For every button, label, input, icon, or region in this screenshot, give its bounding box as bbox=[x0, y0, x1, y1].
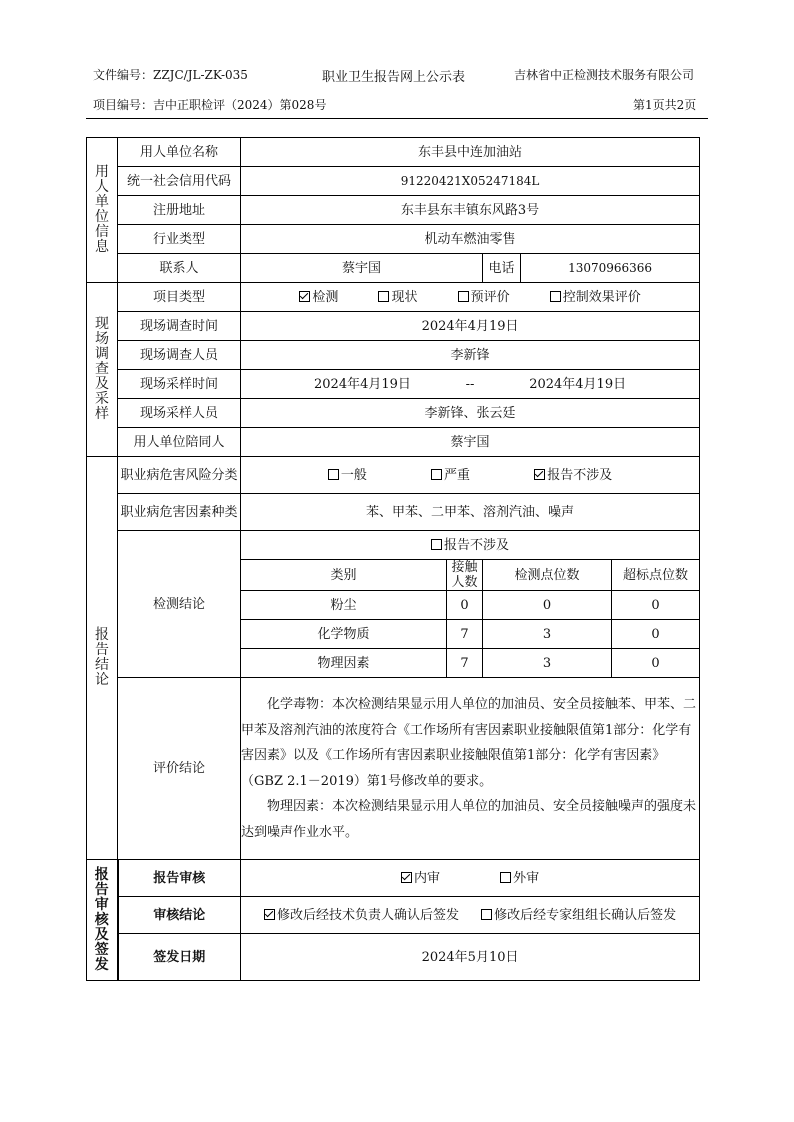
option-pre-eval[interactable] bbox=[458, 290, 510, 305]
option-internal-audit[interactable] bbox=[401, 871, 440, 886]
option-expert-lead-sign[interactable] bbox=[481, 908, 676, 923]
risk-class-options bbox=[241, 457, 700, 494]
cell-exposed: 7 bbox=[447, 649, 483, 678]
phone: 13070966366 bbox=[521, 254, 700, 283]
accompany: 蔡宇国 bbox=[241, 428, 700, 457]
option-label: 现状 bbox=[391, 289, 418, 305]
column-header: 接触人数 bbox=[447, 560, 483, 591]
hazard-factors: 苯、甲苯、二甲苯、溶剂汽油、噪声 bbox=[241, 494, 700, 531]
label-survey-time: 现场调查时间 bbox=[118, 312, 241, 341]
label-employer-name: 用人单位名称 bbox=[118, 138, 241, 167]
option-serious[interactable] bbox=[431, 468, 470, 483]
document-title: 职业卫生报告网上公示表 bbox=[322, 70, 466, 85]
audit-options bbox=[241, 860, 700, 897]
column-header: 超标点位数 bbox=[612, 560, 700, 591]
cell-exceed: 0 bbox=[612, 591, 700, 620]
option-control-eval[interactable] bbox=[550, 290, 641, 305]
option-label: 预评价 bbox=[470, 289, 510, 305]
evaluation-text bbox=[241, 678, 700, 860]
label-issue-date: 签发日期 bbox=[118, 934, 241, 981]
evaluation-chemical: 化学毒物：本次检测结果显示用人单位的加油员、安全员接触苯、甲苯、二甲苯及溶剂汽油的浓度符合《工作场所有害因素职业接触限值第1部分：化学有害因素》以及《工作场所有害因素职业接触限值第1部分：化学有害因素》（GBZ 2.1－2019）第1号修改单的要求。 bbox=[241, 697, 697, 789]
section-review: 报 告 审 核 及 签 发 bbox=[87, 860, 118, 981]
checkbox-icon bbox=[534, 469, 545, 480]
option-label: 内审 bbox=[413, 870, 440, 886]
label-evaluation: 评价结论 bbox=[118, 678, 241, 860]
option-label: 控制效果评价 bbox=[562, 289, 641, 305]
option-label: 严重 bbox=[444, 467, 471, 483]
label-sample-time: 现场采样时间 bbox=[118, 370, 241, 399]
option-external-audit[interactable] bbox=[500, 871, 539, 886]
label-contact: 联系人 bbox=[118, 254, 241, 283]
option-status[interactable] bbox=[378, 290, 417, 305]
column-header: 类别 bbox=[241, 560, 447, 591]
option-label: 修改后经专家组组长确认后签发 bbox=[494, 907, 677, 923]
evaluation-physical: 物理因素：本次检测结果显示用人单位的加油员、安全员接触噪声的强度未达到噪声作业水平。 bbox=[241, 799, 697, 840]
option-label: 报告不涉及 bbox=[444, 537, 510, 553]
cell-points: 0 bbox=[483, 591, 612, 620]
checkbox-icon bbox=[458, 291, 469, 302]
section-survey: 现 场 调 查 及 采 样 bbox=[87, 283, 118, 457]
section-employer: 用 人 单 位 信 息 bbox=[87, 138, 118, 283]
option-tech-lead-sign[interactable] bbox=[264, 908, 459, 923]
label-risk-class: 职业病危害风险分类 bbox=[118, 457, 241, 494]
sample-end: 2024年4月19日 bbox=[529, 376, 627, 392]
checkbox-icon bbox=[328, 469, 339, 480]
label-hazard-factors: 职业病危害因素种类 bbox=[118, 494, 241, 531]
page-number: 第1页共2页 bbox=[633, 98, 697, 112]
option-label: 修改后经技术负责人确认后签发 bbox=[276, 907, 459, 923]
checkbox-icon bbox=[401, 872, 412, 883]
option-detection[interactable] bbox=[299, 290, 338, 305]
project-type-options bbox=[241, 283, 700, 312]
sample-start: 2024年4月19日 bbox=[314, 376, 411, 392]
address: 东丰县东丰镇东风路3号 bbox=[241, 196, 700, 225]
checkbox-icon bbox=[550, 291, 561, 302]
label-survey-staff: 现场调查人员 bbox=[118, 341, 241, 370]
option-not-applicable[interactable] bbox=[534, 468, 612, 483]
label-credit-code: 统一社会信用代码 bbox=[118, 167, 241, 196]
audit-result-options bbox=[241, 897, 700, 934]
disclosure-table bbox=[86, 137, 700, 981]
section-conclusion: 报 告 结 论 bbox=[87, 457, 118, 860]
file-number: 文件编号：ZZJC/JL-ZK-035 bbox=[93, 68, 248, 82]
project-number: 项目编号：吉中正职检评（2024）第028号 bbox=[93, 98, 327, 112]
employer-name: 东丰县中连加油站 bbox=[241, 138, 700, 167]
sample-separator: -- bbox=[465, 376, 475, 392]
label-accompany: 用人单位陪同人 bbox=[118, 428, 241, 457]
checkbox-icon bbox=[481, 909, 492, 920]
contact: 蔡宇国 bbox=[241, 254, 483, 283]
option-label: 检测 bbox=[312, 289, 339, 305]
detection-na[interactable] bbox=[241, 531, 700, 560]
cell-category: 物理因素 bbox=[241, 649, 447, 678]
option-label: 外审 bbox=[513, 870, 540, 886]
cell-points: 3 bbox=[483, 649, 612, 678]
checkbox-icon bbox=[431, 539, 442, 550]
column-header: 检测点位数 bbox=[483, 560, 612, 591]
sample-staff: 李新锋、张云廷 bbox=[241, 399, 700, 428]
survey-time: 2024年4月19日 bbox=[241, 312, 700, 341]
label-phone: 电话 bbox=[483, 254, 521, 283]
industry: 机动车燃油零售 bbox=[241, 225, 700, 254]
checkbox-icon bbox=[500, 872, 511, 883]
checkbox-icon bbox=[378, 291, 389, 302]
label-detection-conclusion: 检测结论 bbox=[118, 531, 241, 678]
label-sample-staff: 现场采样人员 bbox=[118, 399, 241, 428]
label-project-type: 项目类型 bbox=[118, 283, 241, 312]
cell-points: 3 bbox=[483, 620, 612, 649]
option-label: 一般 bbox=[340, 467, 367, 483]
cell-exceed: 0 bbox=[612, 620, 700, 649]
cell-exceed: 0 bbox=[612, 649, 700, 678]
checkbox-icon bbox=[431, 469, 442, 480]
checkbox-icon bbox=[299, 291, 310, 302]
company-name: 吉林省中正检测技术服务有限公司 bbox=[514, 68, 695, 82]
label-audit: 报告审核 bbox=[118, 860, 241, 897]
survey-staff: 李新锋 bbox=[241, 341, 700, 370]
option-label: 报告不涉及 bbox=[547, 467, 613, 483]
cell-exposed: 0 bbox=[447, 591, 483, 620]
cell-category: 化学物质 bbox=[241, 620, 447, 649]
checkbox-icon bbox=[264, 909, 275, 920]
issue-date: 2024年5月10日 bbox=[241, 934, 700, 981]
option-general[interactable] bbox=[328, 468, 367, 483]
label-industry: 行业类型 bbox=[118, 225, 241, 254]
sample-time bbox=[241, 370, 700, 399]
header-divider bbox=[86, 118, 708, 119]
cell-category: 粉尘 bbox=[241, 591, 447, 620]
credit-code: 91220421X05247184L bbox=[241, 167, 700, 196]
label-address: 注册地址 bbox=[118, 196, 241, 225]
label-audit-result: 审核结论 bbox=[118, 897, 241, 934]
cell-exposed: 7 bbox=[447, 620, 483, 649]
